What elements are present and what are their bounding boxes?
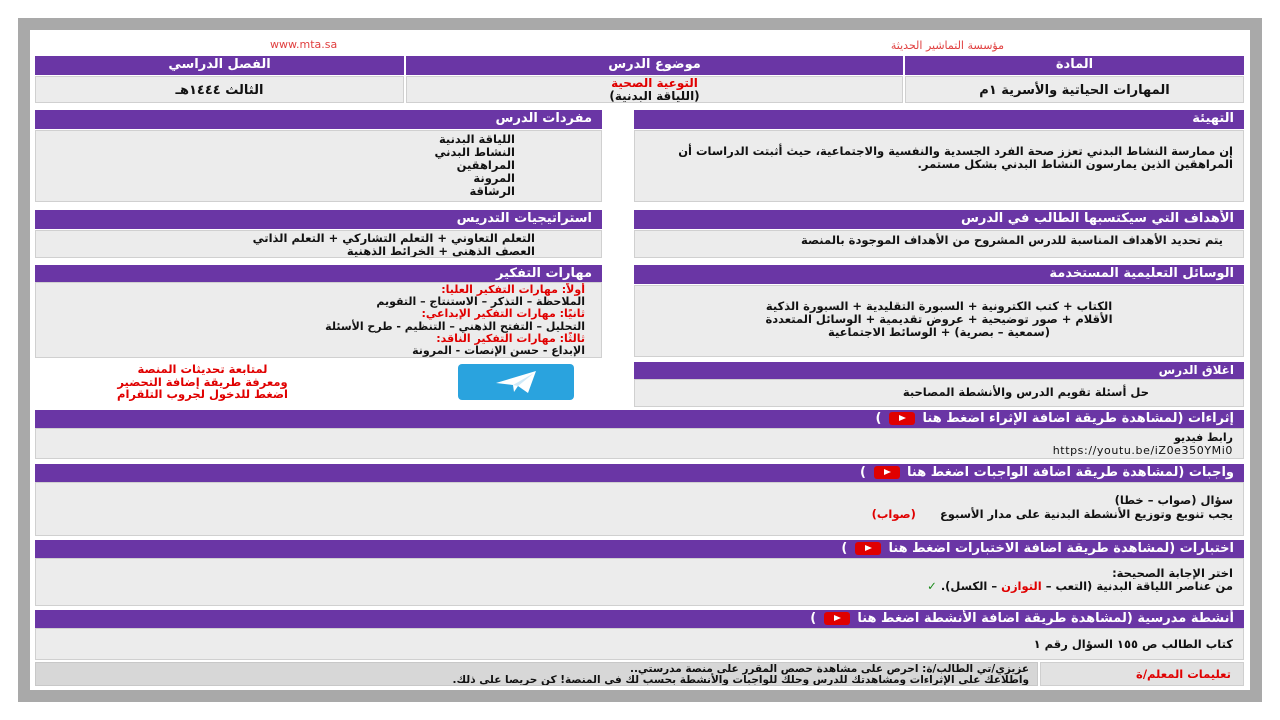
activities-text: كتاب الطالب ص ١٥٥ السؤال رقم ١ [35, 628, 1244, 660]
thinking-l3: الإبداع - حسن الإنصات - المرونة [412, 344, 585, 358]
homework-label: واجبات (لمشاهدة طريقة اضافة الواجبات اضغط هنا [907, 465, 1234, 480]
term-value: الثالث ١٤٤٤هـ [35, 76, 404, 103]
vocab-item: المراهقين [456, 158, 515, 172]
enrich-label: إثراءات (لمشاهدة طريقة اضافة الإثراء اضغط هنا [922, 411, 1234, 426]
telegram-line1: لمتابعة تحديثات المنصة [137, 362, 268, 376]
youtube-icon[interactable] [824, 612, 850, 625]
tools-label: الوسائل التعليمية المستخدمة [634, 265, 1244, 284]
tools-text [634, 285, 1244, 357]
tools-line3: (سمعية – بصرية) + الوسائط الاجتماعية [828, 325, 1050, 339]
intro-label: التهيئة [634, 110, 1244, 129]
youtube-icon[interactable] [874, 466, 900, 479]
topic-line1: التوعية الصحية [611, 76, 698, 90]
youtube-icon[interactable] [889, 412, 915, 425]
enrich-link-label: رابط فيديو [1174, 431, 1233, 444]
subject-value: المهارات الحياتية والأسرية ١م [905, 76, 1244, 103]
homework-answer: (صواب) [871, 507, 916, 521]
enrich-header[interactable] [35, 410, 1244, 428]
tests-header[interactable] [35, 540, 1244, 558]
telegram-icon[interactable] [458, 364, 574, 400]
homework-line1: سؤال (صواب – خطا) [1114, 493, 1233, 507]
video-link[interactable]: https://youtu.be/iZ0e350YMi0 [1052, 443, 1233, 457]
thinking-label: مهارات التفكير [35, 265, 602, 282]
strategies-label: استراتيجيات التدريس [35, 210, 602, 229]
tools-line1: الكتاب + كتب الكترونية + السبورة التقليدية + السبورة الذكية [765, 299, 1113, 313]
tests-line2-a: من عناصر اللياقة البدنية (التعب – [1045, 579, 1233, 593]
tests-line2-c: – الكسل). [940, 579, 998, 593]
activities-header[interactable] [35, 610, 1244, 628]
topic-value [406, 76, 903, 103]
tools-line2: الأقلام + صور توضيحية + عروض تقديمية + الوسائل المتعددة [765, 312, 1113, 326]
lesson-sheet [30, 30, 1250, 690]
vocab-label: مفردات الدرس [35, 110, 602, 129]
website-link[interactable]: www.mta.sa [270, 38, 338, 51]
tests-correct-answer: التوازن [1001, 579, 1042, 593]
paper-plane-icon [458, 364, 574, 400]
thinking-l1: الملاحظة – التذكر – الاستنتاج – التقويم [376, 295, 585, 309]
teacher-text [35, 662, 1038, 686]
org-name: مؤسسة التماشير الحديثة [890, 39, 1004, 52]
closing-label: اغلاق الدرس [634, 362, 1244, 379]
tests-label-end: ) [841, 541, 848, 556]
strategies-line2: العصف الذهني + الخرائط الذهنية [346, 244, 535, 258]
homework-line2: يجب تنويع وتوزيع الأنشطة البدنية على مدار الأسبوع [939, 507, 1233, 521]
intro-text: إن ممارسة النشاط البدني تعزز صحة الفرد الجسدية والنفسية والاجتماعية، حيث أثبتت الدراسات أن المراهقين الذين يمارسون النشاط البدني بشكل مستمر. [634, 130, 1244, 202]
thinking-text [35, 282, 602, 358]
strategies-line1: التعلم التعاوني + التعلم التشاركي + التعلم الذاتي [252, 231, 535, 245]
vocab-list [35, 130, 602, 202]
thinking-l2: التحليل – التفتح الذهني – التنظيم - طرح الأسئلة [325, 319, 585, 333]
closing-text: حل أسئلة تقويم الدرس والأنشطة المصاحبة [634, 379, 1244, 407]
activities-label-end: ) [810, 611, 817, 626]
enrich-label-end: ) [875, 411, 882, 426]
thinking-h1: أولاً: مهارات التفكير العليا: [441, 283, 585, 296]
homework-body [35, 482, 1244, 536]
homework-label-end: ) [860, 465, 866, 480]
strategies-text [35, 230, 602, 258]
tests-label: اختبارات (لمشاهدة طريقة اضافة الاختبارات اضغط هنا [888, 541, 1234, 556]
activities-label: أنشطة مدرسية (لمشاهدة طريقة اضافة الأنشطة اضغط هنا [857, 611, 1234, 626]
teacher-line2: واطلاعك على الإثراءات ومشاهدتك للدرس وحلك للواجبات والأنشطة بحسب لك في المنصة! كن حريصا على ذلك. [452, 674, 1029, 686]
vocab-item: المرونة [473, 171, 515, 185]
telegram-line3: اضغط للدخول لجروب التلقرام [117, 387, 288, 401]
vocab-item: النشاط البدني [434, 145, 515, 159]
teacher-label: تعليمات المعلم/ة [1040, 662, 1244, 686]
telegram-text[interactable] [80, 363, 325, 401]
thinking-h2: ثانيًا: مهارات التفكير الإبداعي: [421, 307, 585, 321]
tests-body [35, 558, 1244, 606]
enrich-body [35, 428, 1244, 459]
telegram-line2: ومعرفة طريقة إضافة التحضير [117, 374, 288, 389]
homework-header[interactable] [35, 464, 1244, 482]
topic-label: موضوع الدرس [406, 56, 903, 75]
term-label: الفصل الدراسي [35, 56, 404, 75]
youtube-icon[interactable] [855, 542, 881, 555]
vocab-item: الرشاقة [469, 184, 515, 198]
objectives-text: يتم تحديد الأهداف المناسبة للدرس المشروح من الأهداف الموجودة بالمنصة [634, 230, 1244, 258]
thinking-h3: ثالثًا: مهارات التفكير الناقد: [436, 331, 585, 345]
subject-label: المادة [905, 56, 1244, 75]
topic-line2: (اللياقة البدنية) [609, 88, 700, 103]
teacher-line1: عزيزي/تي الطالب/ة: احرص على مشاهدة حصص المقرر على منصة مدرستي.. [629, 663, 1029, 675]
tests-line1: اختر الإجابة الصحيحة: [1112, 566, 1233, 580]
vocab-item: اللياقة البدنية [438, 132, 515, 146]
objectives-label: الأهداف التي سيكتسبها الطالب في الدرس [634, 210, 1244, 229]
check-icon: ✓ [927, 579, 937, 593]
